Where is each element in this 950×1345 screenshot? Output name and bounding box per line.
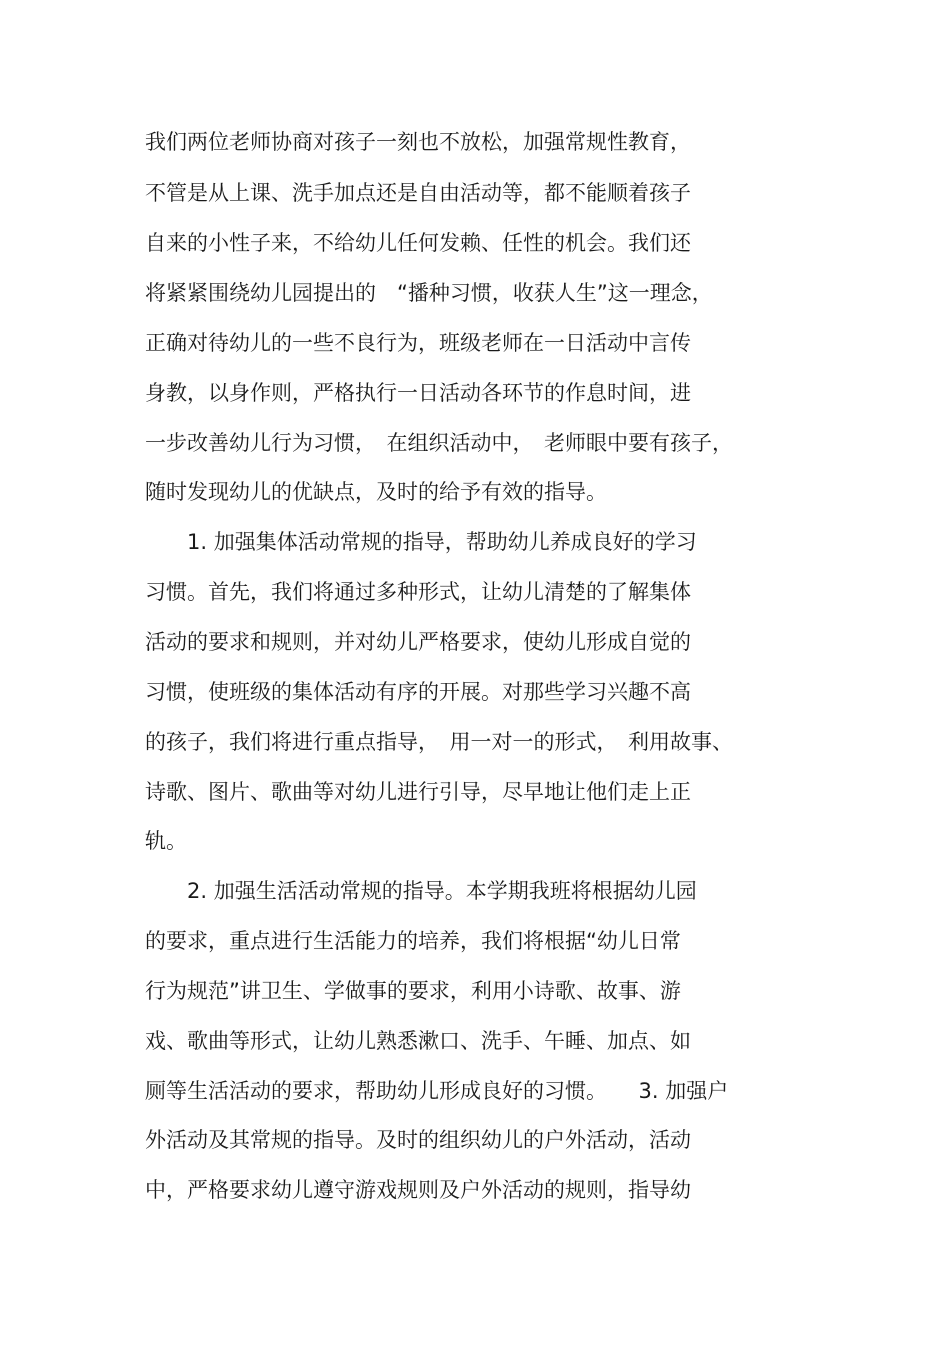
text-line: 外活动及其常规的指导。及时的组织幼儿的户外活动，活动 xyxy=(145,1128,691,1152)
text-line: 正确对待幼儿的一些不良行为，班级老师在一日活动中言传 xyxy=(145,331,691,355)
text-line: 习惯。首先，我们将通过多种形式，让幼儿清楚的了解集体 xyxy=(145,580,691,604)
text-line: 1. 加强集体活动常规的指导，帮助幼儿养成良好的学习 xyxy=(145,530,697,554)
text-line: 轨。 xyxy=(145,829,187,853)
text-line: 2. 加强生活活动常规的指导。本学期我班将根据幼儿园 xyxy=(145,879,697,903)
text-line: 戏、歌曲等形式，让幼儿熟悉漱口、洗手、午睡、加点、如 xyxy=(145,1029,691,1053)
text-line: 诗歌、图片、歌曲等对幼儿进行引导，尽早地让他们走上正 xyxy=(145,780,691,804)
text-line: 厕等生活活动的要求，帮助幼儿形成良好的习惯。 3. 加强户 xyxy=(145,1079,729,1103)
text-line: 的要求，重点进行生活能力的培养，我们将根据“幼儿日常 xyxy=(145,929,681,953)
text-line: 我们两位老师协商对孩子一刻也不放松，加强常规性教育， xyxy=(145,130,691,154)
text-line: 行为规范”讲卫生、学做事的要求，利用小诗歌、故事、游 xyxy=(145,979,681,1003)
text-line: 不管是从上课、洗手加点还是自由活动等，都不能顺着孩子 xyxy=(145,181,691,205)
text-line: 将紧紧围绕幼儿园提出的 “播种习惯，收获人生”这一理念， xyxy=(145,281,713,305)
text-line: 随时发现幼儿的优缺点，及时的给予有效的指导。 xyxy=(145,480,607,504)
text-line: 身教，以身作则，严格执行一日活动各环节的作息时间，进 xyxy=(145,381,691,405)
text-line: 的孩子，我们将进行重点指导， 用一对一的形式， 利用故事、 xyxy=(145,730,733,754)
text-line: 中，严格要求幼儿遵守游戏规则及户外活动的规则，指导幼 xyxy=(145,1178,691,1202)
text-line: 一步改善幼儿行为习惯， 在组织活动中， 老师眼中要有孩子， xyxy=(145,431,733,455)
text-line: 自来的小性子来，不给幼儿任何发赖、任性的机会。我们还 xyxy=(145,231,691,255)
text-line: 习惯，使班级的集体活动有序的开展。对那些学习兴趣不高 xyxy=(145,680,691,704)
text-line: 活动的要求和规则，并对幼儿严格要求，使幼儿形成自觉的 xyxy=(145,630,691,654)
